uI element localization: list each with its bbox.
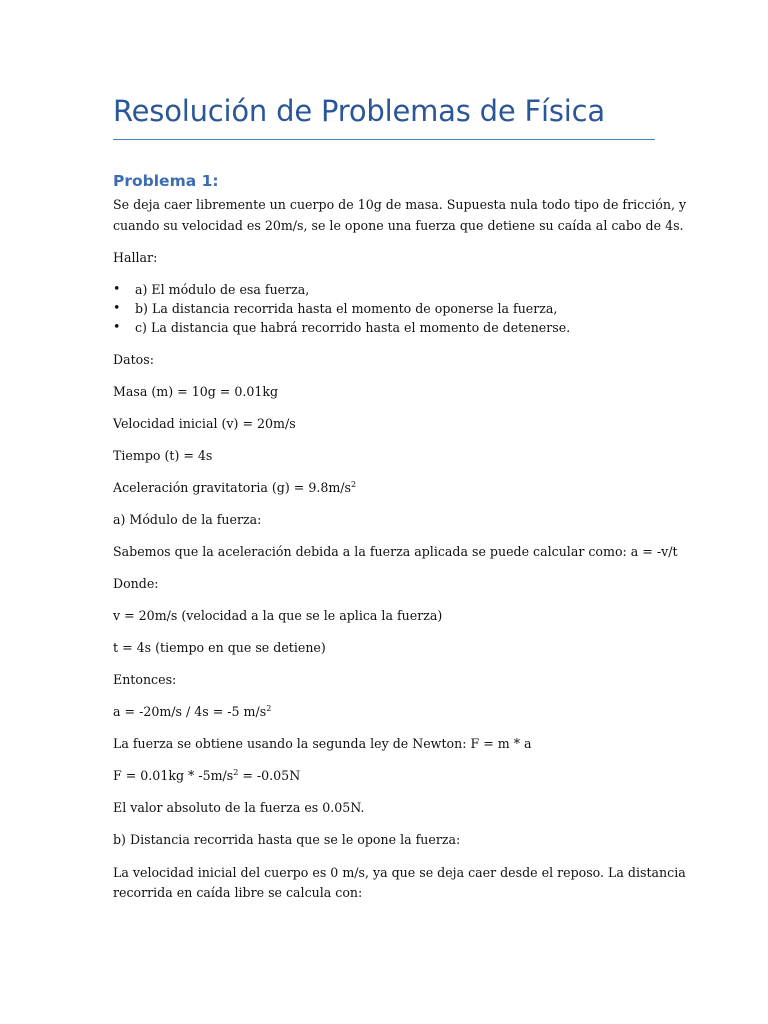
aceleracion-text: Aceleración gravitatoria (g) = 9.8m/s xyxy=(113,480,352,495)
v-definition: v = 20m/s (velocidad a la que se le aplica la fuerza) xyxy=(113,608,443,623)
bullet-icon: • xyxy=(113,300,121,315)
f-calculation xyxy=(113,767,300,784)
t-definition: t = 4s (tiempo en que se detiene) xyxy=(113,640,326,655)
aceleracion-line xyxy=(113,479,356,496)
velocidad-inicial-line-1: La velocidad inicial del cuerpo es 0 m/s, ya que se deja caer desde el reposo. La distancia xyxy=(113,865,686,880)
f-calculation-text: F = 0.01kg * -5m/s xyxy=(113,768,234,783)
datos-label: Datos: xyxy=(113,352,154,367)
velocidad-inicial-line-2: recorrida en caída libre se calcula con: xyxy=(113,885,363,900)
tiempo-line: Tiempo (t) = 4s xyxy=(113,448,213,463)
distancia-heading: b) Distancia recorrida hasta que se le opone la fuerza: xyxy=(113,832,461,847)
document-title: Resolución de Problemas de Física xyxy=(113,94,605,128)
exponent: 2 xyxy=(233,767,239,777)
hallar-label: Hallar: xyxy=(113,250,158,265)
intro-line-2: cuando su velocidad es 20m/s, se le opone una fuerza que detiene su caída al cabo de 4s. xyxy=(113,218,684,233)
bullet-item-c: c) La distancia que habrá recorrido hasta el momento de detenerse. xyxy=(135,320,571,335)
newton-line: La fuerza se obtiene usando la segunda ley de Newton: F = m * a xyxy=(113,736,532,751)
f-calculation-result: = -0.05N xyxy=(238,768,301,783)
exponent: 2 xyxy=(351,479,357,489)
a-calculation-text: a = -20m/s / 4s = -5 m/s xyxy=(113,704,267,719)
intro-line-1: Se deja caer libremente un cuerpo de 10g de masa. Supuesta nula todo tipo de fricción, y xyxy=(113,197,687,212)
a-calculation xyxy=(113,703,271,720)
bullet-icon: • xyxy=(113,281,121,296)
exponent: 2 xyxy=(266,703,272,713)
sabemos-line: Sabemos que la aceleración debida a la fuerza aplicada se puede calcular como: a = -v/t xyxy=(113,544,678,559)
velocidad-line: Velocidad inicial (v) = 20m/s xyxy=(113,416,296,431)
bullet-item-b: b) La distancia recorrida hasta el momento de oponerse la fuerza, xyxy=(135,301,558,316)
masa-line: Masa (m) = 10g = 0.01kg xyxy=(113,384,279,399)
problem-heading: Problema 1: xyxy=(113,172,219,190)
donde-label: Donde: xyxy=(113,576,159,591)
title-underline xyxy=(113,139,655,140)
bullet-icon: • xyxy=(113,319,121,334)
entonces-label: Entonces: xyxy=(113,672,177,687)
valor-absoluto-line: El valor absoluto de la fuerza es 0.05N. xyxy=(113,800,365,815)
modulo-heading: a) Módulo de la fuerza: xyxy=(113,512,262,527)
bullet-item-a: a) El módulo de esa fuerza, xyxy=(135,282,310,297)
